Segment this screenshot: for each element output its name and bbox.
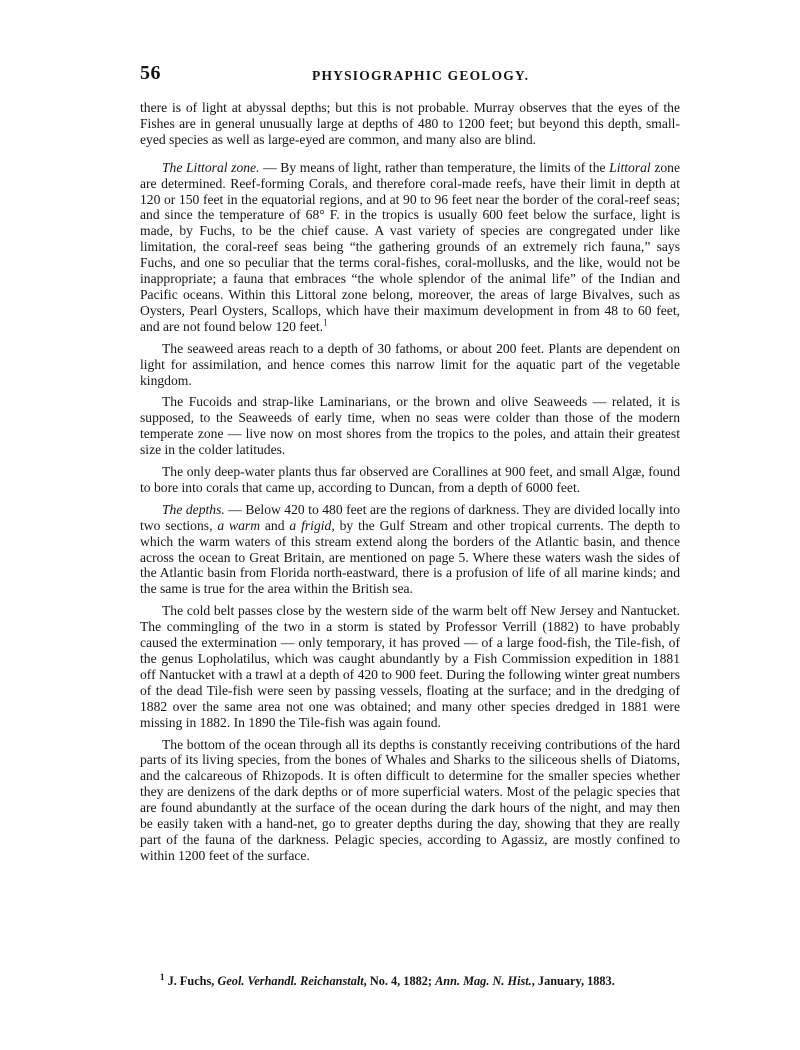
footnote: $^1$ J. Fuchs, Geol. Verhandl. Reichanstalt, No. 4, 1882; Ann. Mag. N. Hist., January, 1883. — [160, 971, 615, 988]
paragraph-ocean-bottom: The bottom of the ocean through all its depths is constantly receiving contributions of the hard parts of its living species, from the bones of Whales and Sharks to the siliceous shells of Diatoms, and the calcareous of Rhizopods. It is often difficult to determine for the smaller species whether they are denizens of the dark depths or of more superficial waters. Most of the pelagic species that are found abundantly at the surface of the ocean during the dark hours of the night, and may then be easily taken with a hand-net, go to greater depths during the day, showing that they are really part of the fauna of the darkness. Pelagic species, according to Agassiz, are mostly confined to within 1200 feet of the surface. — [140, 736, 680, 863]
paragraph-deep-water-plants: The only deep-water plants thus far observed are Corallines at 900 feet, and small Algæ, found to bore into corals that came up, according to Duncan, from a depth of 6000 feet. — [140, 464, 680, 495]
running-head: PHYSIOGRAPHIC GEOLOGY. — [312, 68, 530, 83]
paragraph-continuation: there is of light at abyssal depths; but this is not probable. Murray observes that the eyes of the Fishes are in general unusually large at depths of 480 to 1200 feet; but beyond this depth, small-eyed species as well as large-eyed are common, and many also are blind. — [140, 100, 680, 147]
section-lead-depths: The depths. — [162, 501, 225, 517]
section-lead-littoral: The Littoral zone. — [162, 159, 260, 175]
page-number: 56 — [140, 62, 161, 84]
footnote-reference: 1 — [323, 317, 328, 328]
body-text — [140, 100, 680, 870]
paragraph-the-depths: The depths. — Below 420 to 480 feet are the regions of darkness. They are divided locally into two sections, a warm and a frigid, by the Gulf Stream and other tropical currents. The depth to which the warm waters of this stream extend along the borders of the Atlantic basin, and thence across the ocean to Great Britain, are mentioned on page 5. Where these waters wash the sides of the Atlantic basin from Florida north-eastward, there is a profusion of life of all marine kinds; and the same is true for the area within the British sea. — [140, 501, 680, 597]
paragraph-seaweed-areas: The seaweed areas reach to a depth of 30 fathoms, or about 200 feet. Plants are dependent on light for assimilation, and hence comes this narrow limit for the aquatic part of the vegetable kingdom. — [140, 340, 680, 388]
footnote-marker: 1 — [160, 971, 165, 982]
paragraph-littoral-zone: The Littoral zone. — By means of light, rather than temperature, the limits of the Littoral zone are determined. Reef-forming Corals, and therefore coral-made reefs, have their limit in depth at 120 or 150 feet in the equatorial regions, and at 90 to 96 feet near the border of the coral-reef seas; and since the temperature of 68° F. in the tropics is usually 600 feet below the surface, light is made, by Fuchs, to be the chief cause. A vast variety of species are congregated under like limitation, the coral-reef seas being “the gathering grounds of an extremely rich fauna,” says Fuchs, and one so peculiar that the terms coral-fishes, coral-mollusks, and the like, would not be inappropriate; a fauna that embraces “the whole splendor of the animal life” of the Indian and Pacific oceans. Within this Littoral zone belong, moreover, the areas of large Bivalves, such as Oysters, Pearl Oysters, Scallops, which have their maximum development in from 48 to 60 feet, and are not found below 120 feet.$^1$ — [140, 159, 680, 334]
paragraph-fucoids: The Fucoids and strap-like Laminarians, or the brown and olive Seaweeds — related, it is supposed, to the Seaweeds of early time, when no seas were colder than those of the modern temperate zone — live now on most shores from the tropics to the poles, and attain their greatest size in the colder latitudes. — [140, 394, 680, 458]
paragraph-cold-belt: The cold belt passes close by the western side of the warm belt off New Jersey and Nantucket. The commingling of the two in a storm is stated by Professor Verrill (1882) to have probably caused the extermination — only temporary, it has proved — of a large food-fish, the Tile-fish, of the genus Lopholatilus, which was caught abundantly by a Fish Commission expedition in 1881 off Nantucket with a trawl at a depth of 420 to 900 feet. During the following winter great numbers of the dead Tile-fish were seen by passing vessels, floating at the surface; and in the dredging of 1882 over the same area not one was obtained; and many other species dredged in 1881 were missing in 1882. In 1890 the Tile-fish was again found. — [140, 603, 680, 730]
page-header — [140, 62, 680, 92]
